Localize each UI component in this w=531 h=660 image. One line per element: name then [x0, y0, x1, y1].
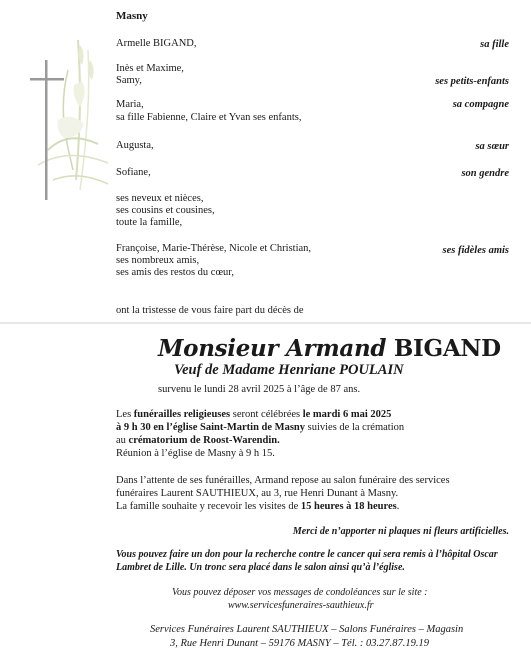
relation-label: sa sœur: [475, 141, 509, 152]
family-line: Françoise, Marie-Thérèse, Nicole et Christian,: [116, 243, 312, 254]
flowers-notice: Merci de n’apporter ni plaques ni fleurs artificielles.: [292, 526, 509, 537]
relation-label: sa compagne: [452, 99, 509, 110]
condolence-line: Vous pouvez déposer vos messages de condoléances sur le site :: [172, 587, 428, 598]
deceased-surname: BIGAND: [393, 335, 501, 362]
announcement-text: ont la tristesse de vous faire part du décès de: [116, 305, 304, 316]
salon-line-3: La famille souhaite y recevoir les visites de 15 heures à 18 heures.: [116, 501, 400, 512]
salon-line-2: funéraires Laurent SAUTHIEUX, au 3, rue Henri Dunant à Masny.: [116, 488, 399, 499]
deceased-name-prefix: Monsieur Armand: [158, 335, 394, 362]
donation-line-2: Lambret de Lille. Un tronc sera placé dans le salon ainsi qu’à l’église.: [116, 562, 405, 573]
relation-label: ses petits-enfants: [435, 76, 509, 87]
funeral-line-4: Réunion à l’église de Masny à 9 h 15.: [116, 448, 275, 459]
funeral-line-1: Les funérailles religieuses seront célébrées le mardi 6 mai 2025: [116, 409, 392, 420]
family-line: sa fille Fabienne, Claire et Yvan ses enfants,: [116, 112, 302, 123]
funeral-line-3: au crématorium de Roost-Warendin.: [116, 435, 280, 446]
footer-company: Services Funéraires Laurent SAUTHIEUX – Salons Funéraires – Magasin: [150, 624, 464, 635]
widow-line: Veuf de Madame Henriane POULAIN: [174, 362, 404, 378]
family-line: Samy,: [116, 75, 142, 86]
cross-lily-icon: [18, 30, 118, 210]
condolence-website: www.servicesfuneraires-sauthieux.fr: [228, 600, 374, 611]
family-line: ses nombreux amis,: [116, 255, 200, 266]
salon-line-1: Dans l’attente de ses funérailles, Armand repose au salon funéraire des services: [116, 475, 450, 486]
death-date: survenu le lundi 28 avril 2025 à l’âge de 87 ans.: [158, 384, 361, 395]
donation-line-1: Vous pouvez faire un don pour la recherche contre le cancer qui sera remis à l’hôpital Oscar: [116, 549, 498, 560]
relation-label: ses fidèles amis: [442, 245, 509, 256]
family-line: toute la famille,: [116, 217, 183, 228]
family-line: Sofiane,: [116, 167, 151, 178]
funeral-line-2: à 9 h 30 en l’église Saint-Martin de Masny suivies de la crémation: [116, 422, 405, 433]
family-line: Inès et Maxime,: [116, 63, 184, 74]
deceased-name: [158, 335, 501, 362]
family-line: ses cousins et cousines,: [116, 205, 215, 216]
relation-label: sa fille: [480, 39, 509, 50]
page-fold: [0, 322, 531, 324]
town-heading: Masny: [116, 10, 148, 22]
footer-address: 3, Rue Henri Dunant – 59176 MASNY – Tél. : 03.27.87.19.19: [170, 638, 429, 649]
family-line: ses amis des restos du cœur,: [116, 267, 234, 278]
family-line: Armelle BIGAND,: [116, 38, 197, 49]
family-line: ses neveux et nièces,: [116, 193, 204, 204]
family-line: Augusta,: [116, 140, 154, 151]
relation-label: son gendre: [461, 168, 509, 179]
family-line: Maria,: [116, 99, 144, 110]
